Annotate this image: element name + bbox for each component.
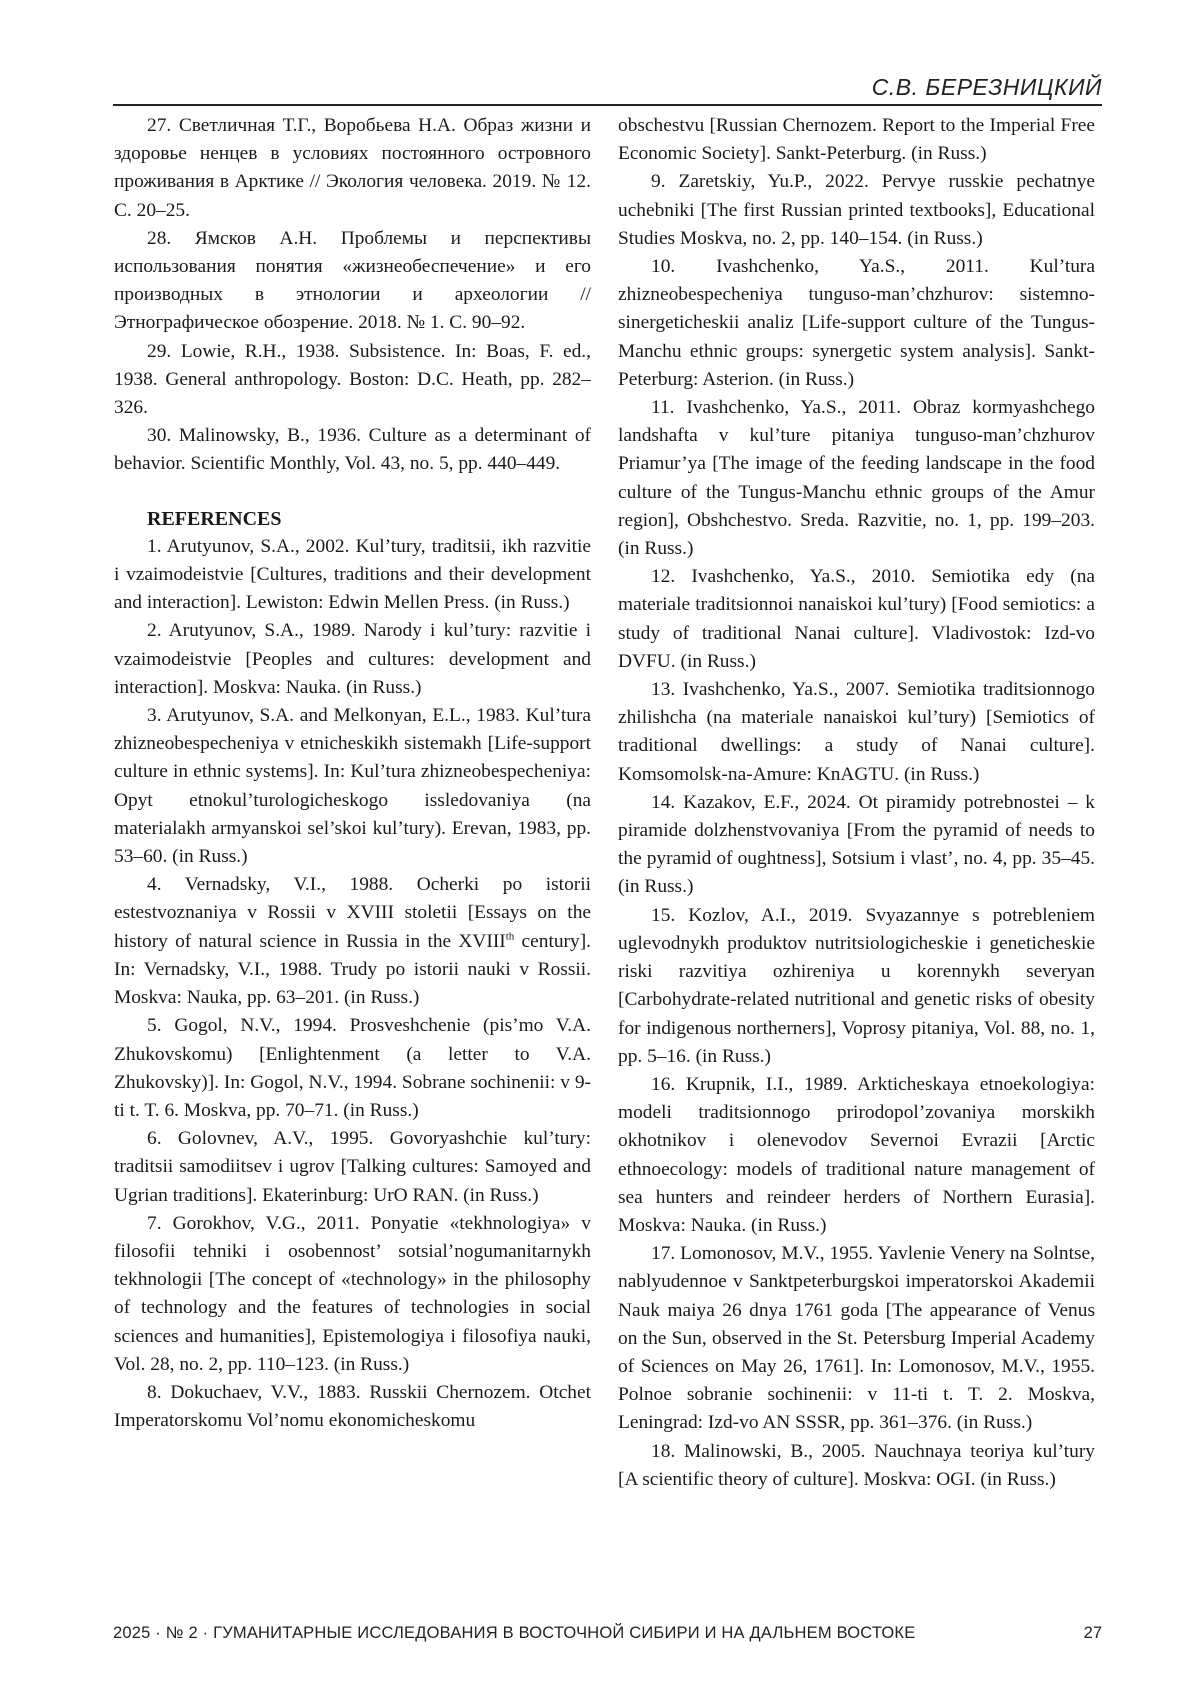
left-column — [114, 112, 591, 1435]
reference-item: 17. Lomonosov, M.V., 1955. Yavlenie Venery na Solntse, nablyudennoe v Sanktpeterburgskoi imperatorskoi Akademii Nauk maiya 26 dnya 1761 goda [The appearance of Venus on the Sun, observed in the St. Petersburg Imperial Academy of Sciences on May 26, 1761]. In: Lomonosov, M.V., 1955. Polnoe sobranie sochinenii: v 11-ti t. T. 2. Moskva, Leningrad: Izd-vo AN SSSR, pp. 361–376. (in Russ.) — [618, 1243, 1095, 1434]
reference-item: 29. Lowie, R.H., 1938. Subsistence. In: Boas, F. ed., 1938. General anthropology. Boston: D.C. Heath, pp. 282–326. — [114, 340, 591, 419]
reference-item: 7. Gorokhov, V.G., 2011. Ponyatie «tekhnologiya» v filosofii tehniki i osobennost’ sotsial’nogumanitarnykh tekhnologii [The concept of «technology» in the philosophy of technology and the features of technologies in social sciences and humanities], Epistemologiya i filosofiya nauki, Vol. 28, no. 2, pp. 110–123. (in Russ.) — [114, 1212, 591, 1375]
page-number: 27 — [1083, 1624, 1102, 1642]
footer-journal-title: 2025 · № 2 · ГУМАНИТАРНЫЕ ИССЛЕДОВАНИЯ В ВОСТОЧНОЙ СИБИРИ И НА ДАЛЬНЕМ ВОСТОКЕ — [113, 1624, 916, 1642]
reference-item: 2. Arutyunov, S.A., 1989. Narody i kul’tury: razvitie i vzaimodeistvie [Peoples and cultures: development and interaction]. Moskva: Nauka. (in Russ.) — [114, 620, 591, 698]
reference-item: 28. Ямсков А.Н. Проблемы и перспективы использования понятия «жизнеобеспечение» и его производных в этнологии и археологии // Этнографическое обозрение. 2018. № 1. С. 90–92. — [114, 227, 591, 334]
reference-item: 5. Gogol, N.V., 1994. Prosveshchenie (pis’mo V.A. Zhukovskomu) [Enlightenment (a letter to V.A. Zhukovsky)]. In: Gogol, N.V., 1994. Sobrane sochinenii: v 9-ti t. T. 6. Moskva, pp. 70–71. (in Russ.) — [114, 1015, 591, 1121]
reference-item: 9. Zaretskiy, Yu.P., 2022. Pervye russkie pechatnye uchebniki [The first Russian printed textbooks], Educational Studies Moskva, no. 2, pp. 140–154. (in Russ.) — [618, 171, 1095, 249]
reference-item: 12. Ivashchenko, Ya.S., 2010. Semiotika edy (na materiale traditsionnoi nanaiskoi kul’tury) [Food semiotics: a study of traditional Nanai culture]. Vladivostok: Izd-vo DVFU. (in Russ.) — [618, 566, 1095, 672]
reference-4-text-tail: century]. In: Vernadsky, V.I., 1988. Trudy po istorii nauki v Rossii. Moskva: Nauka, pp. 63–201. (in Russ.) — [114, 930, 591, 1009]
reference-item: 1. Arutyunov, S.A., 2002. Kul’tury, traditsii, ikh razvitie i vzaimodeistvie [Cultures, traditions and their development and interaction]. Lewiston: Edwin Mellen Press. (in Russ.) — [114, 535, 591, 614]
reference-item: 30. Malinowsky, B., 1936. Culture as a determinant of behavior. Scientific Monthly, Vol. 43, no. 5, pp. 440–449. — [114, 425, 591, 475]
references-heading: REFERENCES — [147, 507, 282, 530]
reference-item: 27. Светличная Т.Г., Воробьева Н.А. Образ жизни и здоровье ненцев в условиях постоянного островного проживания в Арктике // Экология человека. 2019. № 12. С. 20–25. — [114, 115, 591, 221]
reference-item: 6. Golovnev, A.V., 1995. Govoryashchie kul’tury: traditsii samodiitsev i ugrov [Talking cultures: Samoyed and Ugrian traditions]. Ekaterinburg: UrO RAN. (in Russ.) — [114, 1128, 591, 1206]
superscript-th: th — [505, 930, 515, 943]
running-header-author: С.В. БЕРЕЗНИЦКИЙ — [871, 74, 1102, 100]
reference-item: 16. Krupnik, I.I., 1989. Arkticheskaya etnoekologiya: modeli traditsionnogo prirodopol’zovaniya morskikh okhotnikov i olenevodov Severnoi Evrazii [Arctic ethnoecology: models of traditional nature management of sea hunters and reindeer herders of Northern Eurasia]. Moskva: Nauka. (in Russ.) — [618, 1073, 1095, 1236]
reference-item: 11. Ivashchenko, Ya.S., 2011. Obraz kormyashchego landshafta v kul’ture pitaniya tunguso-man’chzhurov Priamur’ya [The image of the feeding landscape in the food culture of the Tungus-Manchu ethnic groups of the Amur region], Obshchestvo. Sreda. Razvitie, no. 1, pp. 199–203. (in Russ.) — [618, 397, 1095, 560]
reference-item: 8. Dokuchaev, V.V., 1883. Russkii Chernozem. Otchet Imperatorskomu Vol’nomu ekonomicheskomu — [114, 1381, 591, 1432]
header-divider — [113, 104, 1102, 106]
reference-item: 18. Malinowski, B., 2005. Nauchnaya teoriya kul’tury [A scientific theory of culture]. Moskva: OGI. (in Russ.) — [618, 1440, 1095, 1490]
reference-continuation: obschestvu [Russian Chernozem. Report to the Imperial Free Economic Society]. Sankt-Peterburg. (in Russ.) — [618, 115, 1095, 165]
reference-item: 13. Ivashchenko, Ya.S., 2007. Semiotika traditsionnogo zhilishcha (na materiale nanaiskoi kul’tury) [Semiotics of traditional dwellings: a study of Nanai culture]. Komsomolsk-na-Amure: KnAGTU. (in Russ.) — [618, 679, 1095, 785]
reference-item: 15. Kozlov, A.I., 2019. Svyazannye s potrebleniem uglevodnykh produktov nutritsiologicheskie i geneticheskie riski razvitiya ozhireniya u korennykh severyan [Carbohydrate-related nutritional and genetic risks of obesity for indigenous northerners], Voprosy pitaniya, Vol. 88, no. 1, pp. 5–16. (in Russ.) — [618, 904, 1095, 1067]
reference-item: 3. Arutyunov, S.A. and Melkonyan, E.L., 1983. Kul’tura zhizneobespecheniya v etnicheskikh sistemakh [Life-support culture in ethnic systems]. In: Kul’tura zhizneobespecheniya: Opyt etnokul’turologicheskogo issledovaniya (na materialakh armyanskoi sel’skoi kul’tury). Erevan, 1983, pp. 53–60. (in Russ.) — [114, 705, 591, 868]
right-column — [618, 112, 1095, 1494]
reference-item-4 — [114, 871, 591, 1012]
reference-item: 10. Ivashchenko, Ya.S., 2011. Kul’tura zhizneobespecheniya tunguso-man’chzhurov: sistemno-sinergeticheskii analiz [Life-support culture of the Tungus-Manchu ethnic groups: synergetic system analysis]. Sankt-Peterburg: Asterion. (in Russ.) — [618, 256, 1095, 390]
reference-item: 14. Kazakov, E.F., 2024. Ot piramidy potrebnostei – k piramide dolzhenstvovaniya [From the pyramid of needs to the pyramid of oughtness], Sotsium i vlast’, no. 4, pp. 35–45. (in Russ.) — [618, 791, 1095, 898]
reference-4-text: 4. Vernadsky, V.I., 1988. Ocherki po istorii estestvoznaniya v Rossii v XVIII stoletii [Essays on the history of natural science in Russia in the XVIII — [114, 874, 591, 952]
